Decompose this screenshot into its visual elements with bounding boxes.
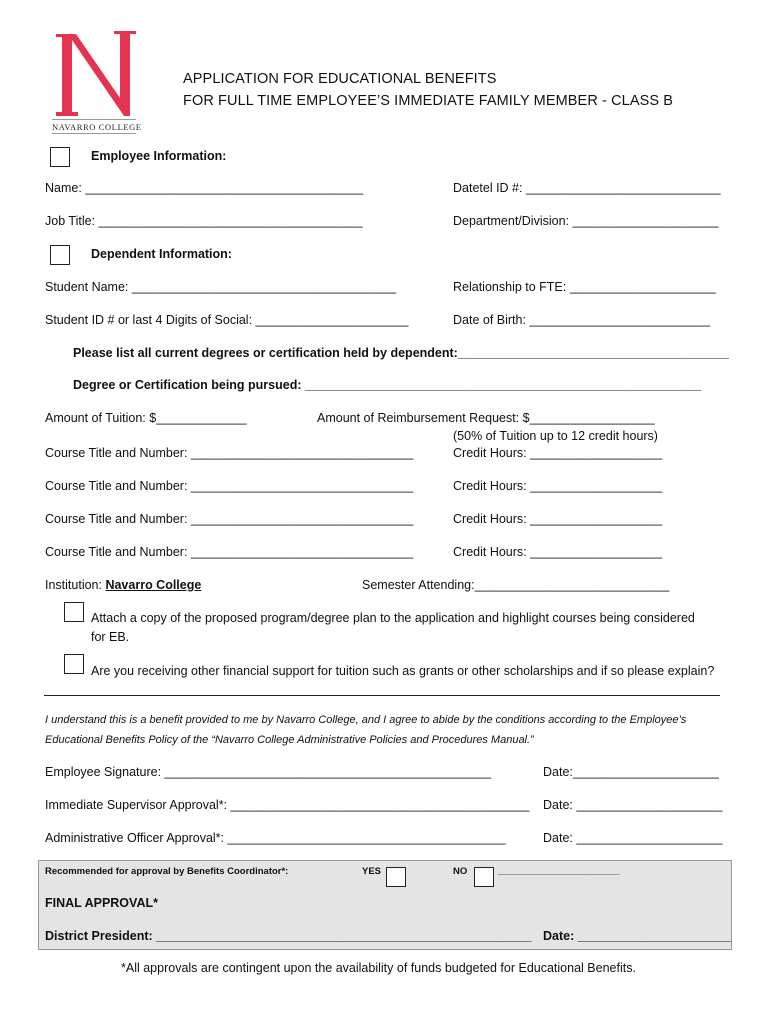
credit-hours-field[interactable]: Credit Hours: ___________________ — [453, 512, 663, 526]
reimbursement-field[interactable]: Amount of Reimbursement Request: $__________________ — [317, 411, 655, 425]
institution-row — [45, 578, 201, 592]
officer-date-field[interactable]: Date: _____________________ — [543, 831, 723, 845]
course-title-field[interactable]: Course Title and Number: ________________________________ — [45, 512, 414, 526]
course-title-field[interactable]: Course Title and Number: ________________________________ — [45, 545, 414, 559]
tuition-amount-field[interactable]: Amount of Tuition: $_____________ — [45, 411, 247, 425]
agreement-statement: I understand this is a benefit provided to me by Navarro College, and I agree to abide by the conditions according to the Employee’s — [45, 714, 687, 726]
course-title-field[interactable]: Course Title and Number: ________________________________ — [45, 446, 414, 460]
student-name-field[interactable]: Student Name: ______________________________________ — [45, 280, 397, 294]
department-field[interactable]: Department/Division: _____________________ — [453, 214, 719, 228]
financial-support-checkbox[interactable] — [64, 654, 84, 674]
logo-wordmark: NAVARRO COLLEGE — [52, 122, 142, 132]
credit-hours-field[interactable]: Credit Hours: ___________________ — [453, 446, 663, 460]
supervisor-approval-field[interactable]: Immediate Supervisor Approval*: ___________________________________________ — [45, 798, 530, 812]
form-title-line2: FOR FULL TIME EMPLOYEE’S IMMEDIATE FAMILY MEMBER - CLASS B — [183, 93, 674, 109]
logo-rule-bottom — [52, 133, 136, 134]
dependent-info-checkbox[interactable] — [50, 245, 70, 265]
explanation-line[interactable] — [44, 695, 720, 696]
no-checkbox[interactable] — [474, 867, 494, 887]
no-label: NO — [453, 866, 468, 877]
agreement-statement-2: Educational Benefits Policy of the “Navarro College Administrative Policies and Procedures Manual.” — [45, 734, 534, 746]
credit-hours-field[interactable]: Credit Hours: ___________________ — [453, 545, 663, 559]
footer-note: *All approvals are contingent upon the availability of funds budgeted for Educational Benefits. — [121, 961, 636, 975]
officer-approval-field[interactable]: Administrative Officer Approval*: ________________________________________ — [45, 831, 506, 845]
employee-signature-field[interactable]: Employee Signature: _______________________________________________ — [45, 765, 492, 779]
institution-label: Institution: — [45, 578, 106, 592]
reimbursement-note: (50% of Tuition up to 12 credit hours) — [453, 429, 658, 443]
yes-checkbox[interactable] — [386, 867, 406, 887]
datetel-id-field[interactable]: Datetel ID #: ____________________________ — [453, 181, 721, 195]
form-title-line1: APPLICATION FOR EDUCATIONAL BENEFITS — [183, 71, 497, 87]
current-degrees-field[interactable]: Please list all current degrees or certification held by dependent:_______________________________________ — [73, 346, 729, 360]
employee-info-heading: Employee Information: — [91, 149, 227, 163]
institution-value: Navarro College — [105, 578, 202, 592]
navarro-logo — [50, 28, 140, 120]
logo-rule-top — [52, 119, 136, 120]
final-approval-heading: FINAL APPROVAL* — [45, 896, 158, 910]
yes-label: YES — [362, 866, 382, 877]
date-of-birth-field[interactable]: Date of Birth: __________________________ — [453, 313, 711, 327]
president-date-field[interactable]: Date: ______________________ — [543, 929, 731, 943]
employee-info-checkbox[interactable] — [50, 147, 70, 167]
supervisor-date-field[interactable]: Date: _____________________ — [543, 798, 723, 812]
district-president-field[interactable]: District President: ______________________________________________________ — [45, 929, 532, 943]
no-reason-line[interactable]: _______________________ — [498, 866, 620, 877]
attach-plan-checkbox[interactable] — [64, 602, 84, 622]
student-id-field[interactable]: Student ID # or last 4 Digits of Social: ______________________ — [45, 313, 409, 327]
semester-field[interactable]: Semester Attending:____________________________ — [362, 578, 670, 592]
degree-pursuing-field[interactable]: Degree or Certification being pursued: _________________________________________________________ — [73, 378, 702, 392]
attach-plan-text-2: for EB. — [91, 630, 130, 644]
financial-support-text: Are you receiving other financial support for tuition such as grants or other scholarships and if so please explain? — [91, 664, 715, 678]
job-title-field[interactable]: Job Title: ______________________________________ — [45, 214, 363, 228]
attach-plan-text: Attach a copy of the proposed program/degree plan to the application and highlight courses being considered — [91, 611, 695, 625]
employee-date-field[interactable]: Date:_____________________ — [543, 765, 719, 779]
course-title-field[interactable]: Course Title and Number: ________________________________ — [45, 479, 414, 493]
dependent-info-heading: Dependent Information: — [91, 247, 232, 261]
relationship-field[interactable]: Relationship to FTE: _____________________ — [453, 280, 716, 294]
credit-hours-field[interactable]: Credit Hours: ___________________ — [453, 479, 663, 493]
recommended-label: Recommended for approval by Benefits Coordinator*: — [45, 866, 289, 877]
name-field[interactable]: Name: ________________________________________ — [45, 181, 364, 195]
